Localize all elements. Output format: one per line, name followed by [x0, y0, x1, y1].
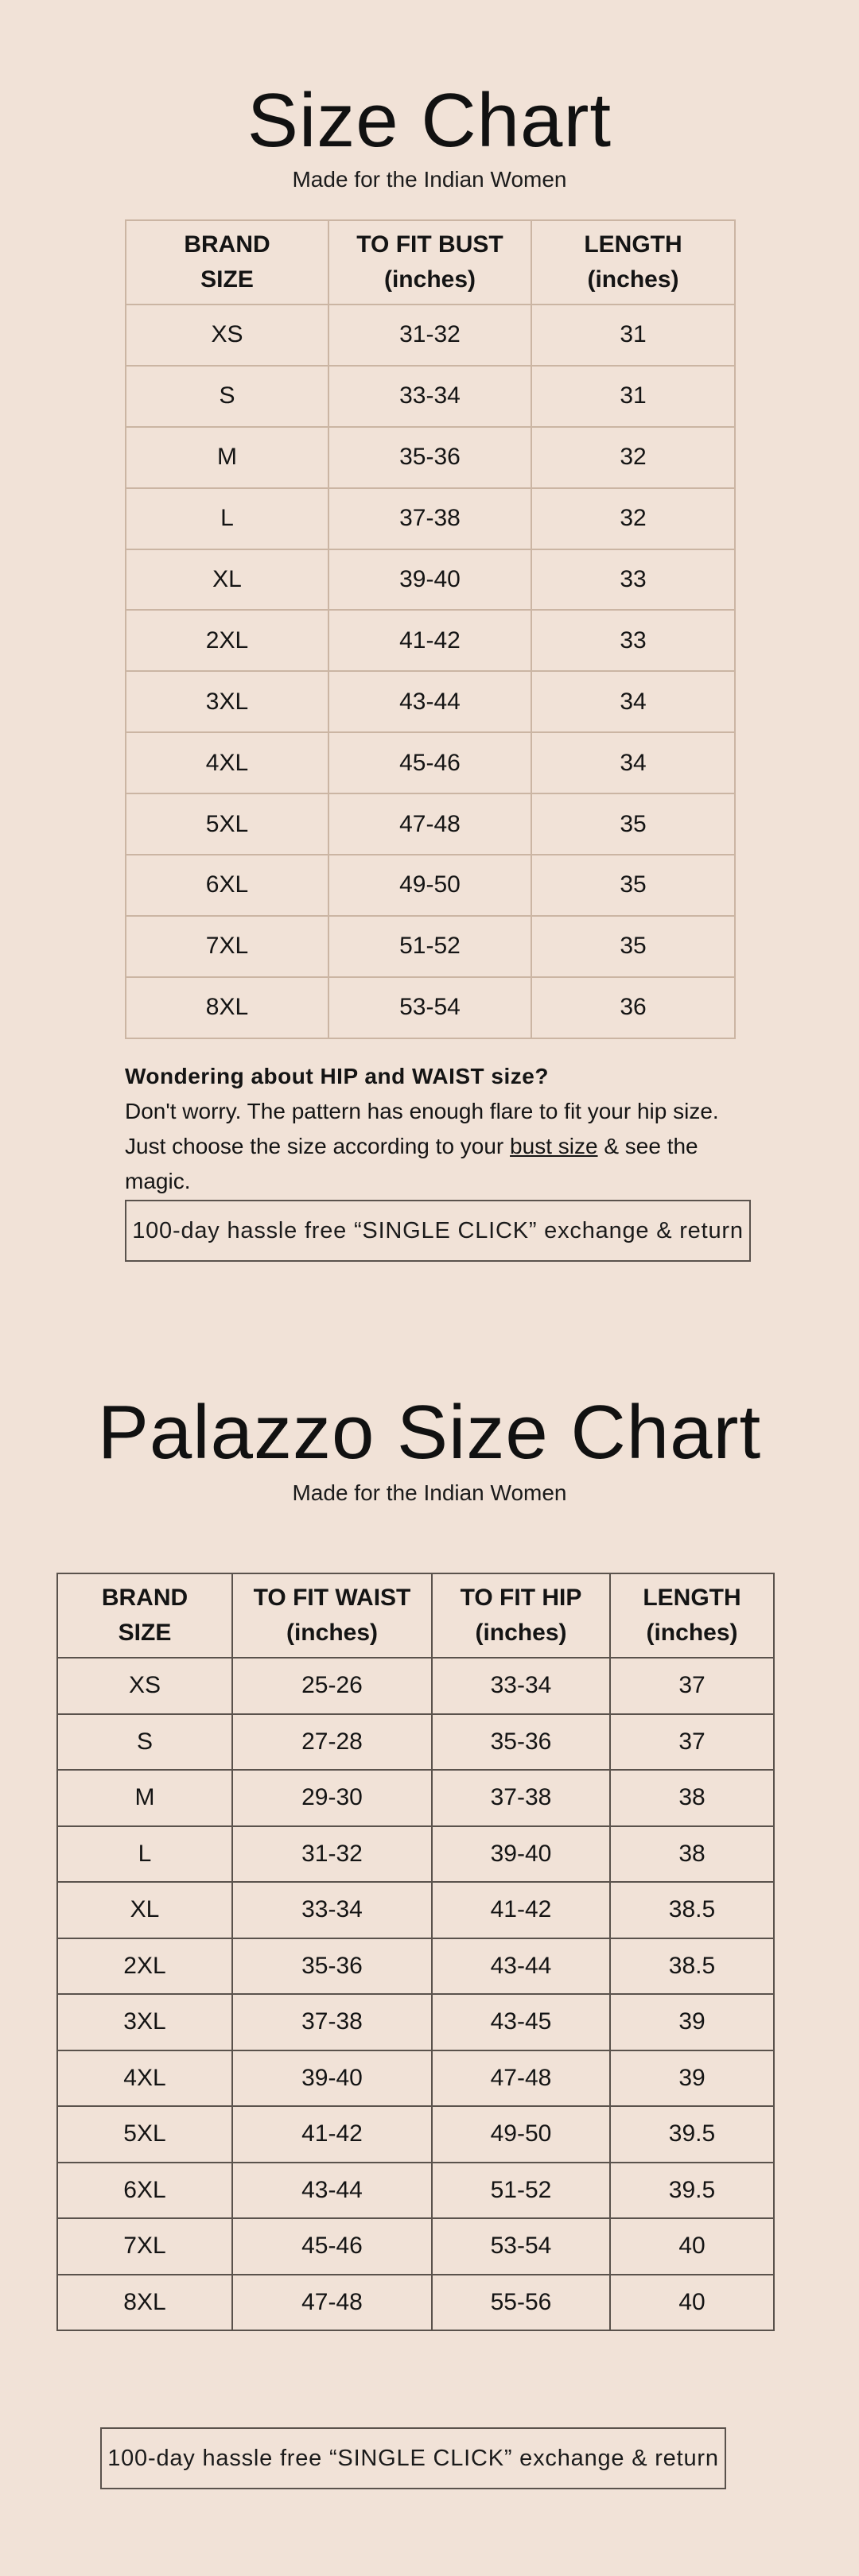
- table-cell: 39-40: [432, 1826, 610, 1883]
- table-cell: 39.5: [610, 2106, 774, 2163]
- palazzo-chart-subtitle: Made for the Indian Women: [292, 1480, 567, 1505]
- table-row: [126, 977, 735, 1038]
- table-cell: L: [57, 1826, 232, 1883]
- size-chart-header: [126, 220, 735, 305]
- table-cell: 7XL: [57, 2218, 232, 2275]
- table-cell: 34: [531, 671, 735, 732]
- table-cell: 36: [531, 977, 735, 1038]
- size-chart-body: [126, 305, 735, 1038]
- table-cell: 35: [531, 855, 735, 916]
- table-cell: 53-54: [328, 977, 531, 1038]
- table-cell: 8XL: [57, 2275, 232, 2331]
- table-cell: 39-40: [328, 549, 531, 611]
- table-row: [57, 1770, 774, 1826]
- note-line-2-suffix: & see the: [597, 1134, 698, 1158]
- table-cell: 35: [531, 916, 735, 977]
- column-header: [126, 220, 328, 305]
- table-cell: 47-48: [432, 2050, 610, 2107]
- palazzo-chart-header: [57, 1573, 774, 1658]
- table-row: [126, 549, 735, 611]
- table-cell: M: [57, 1770, 232, 1826]
- table-cell: 39: [610, 2050, 774, 2107]
- bust-size-link[interactable]: bust size: [510, 1134, 598, 1158]
- table-cell: 3XL: [57, 1994, 232, 2050]
- table-cell: 53-54: [432, 2218, 610, 2275]
- table-cell: 51-52: [432, 2163, 610, 2219]
- table-row: [57, 2050, 774, 2107]
- table-cell: 7XL: [126, 916, 328, 977]
- table-cell: 31-32: [232, 1826, 432, 1883]
- table-cell: 39: [610, 1994, 774, 2050]
- table-cell: 38.5: [610, 1938, 774, 1995]
- table-cell: 39-40: [232, 2050, 432, 2107]
- column-header-line: (inches): [286, 1620, 379, 1646]
- column-header: [328, 220, 531, 305]
- table-cell: 33-34: [432, 1658, 610, 1714]
- table-cell: 43-44: [232, 2163, 432, 2219]
- table-cell: 40: [610, 2218, 774, 2275]
- table-cell: 45-46: [328, 732, 531, 793]
- exchange-return-text: 100-day hassle free “SINGLE CLICK” exchange & return: [132, 1217, 744, 1243]
- column-header-line: (inches): [475, 1620, 567, 1646]
- palazzo-exchange-return-box: [100, 2427, 726, 2489]
- table-row: [57, 2275, 774, 2331]
- column-header: [432, 1573, 610, 1658]
- table-cell: 55-56: [432, 2275, 610, 2331]
- column-header-line: TO FIT BUST: [356, 231, 503, 258]
- table-cell: 6XL: [57, 2163, 232, 2219]
- column-header-line: (inches): [646, 1620, 738, 1646]
- table-row: [57, 2106, 774, 2163]
- table-row: [57, 2218, 774, 2275]
- column-header-line: LENGTH: [643, 1585, 741, 1611]
- table-row: [57, 2163, 774, 2219]
- table-cell: 49-50: [432, 2106, 610, 2163]
- note-line-1: Don't worry. The pattern has enough flare to fit your hip size.: [125, 1099, 719, 1123]
- table-cell: 5XL: [57, 2106, 232, 2163]
- column-header-line: SIZE: [118, 1620, 172, 1646]
- column-header-line: SIZE: [200, 266, 254, 293]
- table-cell: 37-38: [432, 1770, 610, 1826]
- table-cell: 32: [531, 488, 735, 549]
- table-cell: 41-42: [328, 610, 531, 671]
- table-cell: 38: [610, 1770, 774, 1826]
- column-header-line: BRAND: [184, 231, 270, 258]
- table-cell: 38.5: [610, 1882, 774, 1938]
- table-row: [57, 1938, 774, 1995]
- header-row: [57, 1573, 774, 1658]
- palazzo-chart-title: Palazzo Size Chart: [97, 1390, 762, 1475]
- table-cell: 33-34: [232, 1882, 432, 1938]
- column-header: [232, 1573, 432, 1658]
- header-row: [126, 220, 735, 305]
- column-header: [531, 220, 735, 305]
- table-cell: XL: [126, 549, 328, 611]
- table-cell: M: [126, 427, 328, 488]
- table-cell: 35-36: [328, 427, 531, 488]
- table-cell: 33: [531, 610, 735, 671]
- table-row: [57, 1882, 774, 1938]
- table-cell: 35-36: [232, 1938, 432, 1995]
- column-header-line: BRAND: [101, 1585, 189, 1611]
- table-cell: 37: [610, 1714, 774, 1771]
- table-cell: 51-52: [328, 916, 531, 977]
- column-header-line: TO FIT WAIST: [253, 1585, 411, 1611]
- table-cell: 47-48: [232, 2275, 432, 2331]
- note-line-3: magic.: [125, 1169, 191, 1193]
- table-cell: XS: [126, 305, 328, 366]
- size-chart-title: Size Chart: [247, 78, 612, 163]
- table-row: [57, 1658, 774, 1714]
- table-cell: 45-46: [232, 2218, 432, 2275]
- table-row: [126, 488, 735, 549]
- column-header-line: (inches): [383, 266, 476, 293]
- table-cell: 2XL: [126, 610, 328, 671]
- table-row: [126, 610, 735, 671]
- column-header: [610, 1573, 774, 1658]
- table-cell: 5XL: [126, 793, 328, 855]
- table-cell: 41-42: [232, 2106, 432, 2163]
- size-chart-subtitle: Made for the Indian Women: [292, 167, 567, 192]
- table-row: [57, 1994, 774, 2050]
- table-row: [126, 732, 735, 793]
- table-cell: 33-34: [328, 366, 531, 427]
- table-cell: L: [126, 488, 328, 549]
- table-row: [126, 793, 735, 855]
- table-cell: S: [57, 1714, 232, 1771]
- table-cell: 40: [610, 2275, 774, 2331]
- hip-waist-note: [125, 1059, 729, 1199]
- table-cell: 43-44: [432, 1938, 610, 1995]
- table-cell: 35: [531, 793, 735, 855]
- table-cell: 25-26: [232, 1658, 432, 1714]
- table-row: [126, 366, 735, 427]
- size-chart-table: [125, 219, 736, 1039]
- table-cell: 43-44: [328, 671, 531, 732]
- table-cell: 8XL: [126, 977, 328, 1038]
- table-cell: 41-42: [432, 1882, 610, 1938]
- column-header-line: TO FIT HIP: [460, 1585, 582, 1611]
- table-row: [126, 671, 735, 732]
- table-cell: 38: [610, 1826, 774, 1883]
- column-header-line: (inches): [587, 266, 679, 293]
- table-cell: 49-50: [328, 855, 531, 916]
- table-cell: 27-28: [232, 1714, 432, 1771]
- table-cell: 43-45: [432, 1994, 610, 2050]
- table-cell: 33: [531, 549, 735, 611]
- table-cell: 4XL: [57, 2050, 232, 2107]
- table-cell: 34: [531, 732, 735, 793]
- table-cell: 31: [531, 366, 735, 427]
- table-cell: S: [126, 366, 328, 427]
- note-line-2-prefix: Just choose the size according to your: [125, 1134, 511, 1158]
- table-cell: 35-36: [432, 1714, 610, 1771]
- note-heading: Wondering about HIP and WAIST size?: [125, 1064, 549, 1088]
- table-cell: XS: [57, 1658, 232, 1714]
- table-cell: 6XL: [126, 855, 328, 916]
- table-row: [57, 1714, 774, 1771]
- palazzo-exchange-return-text: 100-day hassle free “SINGLE CLICK” exchange & return: [107, 2445, 719, 2471]
- table-cell: 37-38: [232, 1994, 432, 2050]
- table-row: [126, 427, 735, 488]
- table-cell: 31: [531, 305, 735, 366]
- table-row: [126, 855, 735, 916]
- table-cell: 4XL: [126, 732, 328, 793]
- table-cell: 3XL: [126, 671, 328, 732]
- table-cell: 32: [531, 427, 735, 488]
- table-cell: 37-38: [328, 488, 531, 549]
- exchange-return-box: [125, 1200, 751, 1262]
- table-cell: 47-48: [328, 793, 531, 855]
- table-cell: 29-30: [232, 1770, 432, 1826]
- table-row: [126, 916, 735, 977]
- column-header: [57, 1573, 232, 1658]
- table-cell: 39.5: [610, 2163, 774, 2219]
- palazzo-chart-table: [56, 1573, 775, 2331]
- table-row: [126, 305, 735, 366]
- palazzo-chart-body: [57, 1658, 774, 2330]
- table-cell: 37: [610, 1658, 774, 1714]
- table-cell: 31-32: [328, 305, 531, 366]
- column-header-line: LENGTH: [584, 231, 682, 258]
- table-row: [57, 1826, 774, 1883]
- table-cell: 2XL: [57, 1938, 232, 1995]
- table-cell: XL: [57, 1882, 232, 1938]
